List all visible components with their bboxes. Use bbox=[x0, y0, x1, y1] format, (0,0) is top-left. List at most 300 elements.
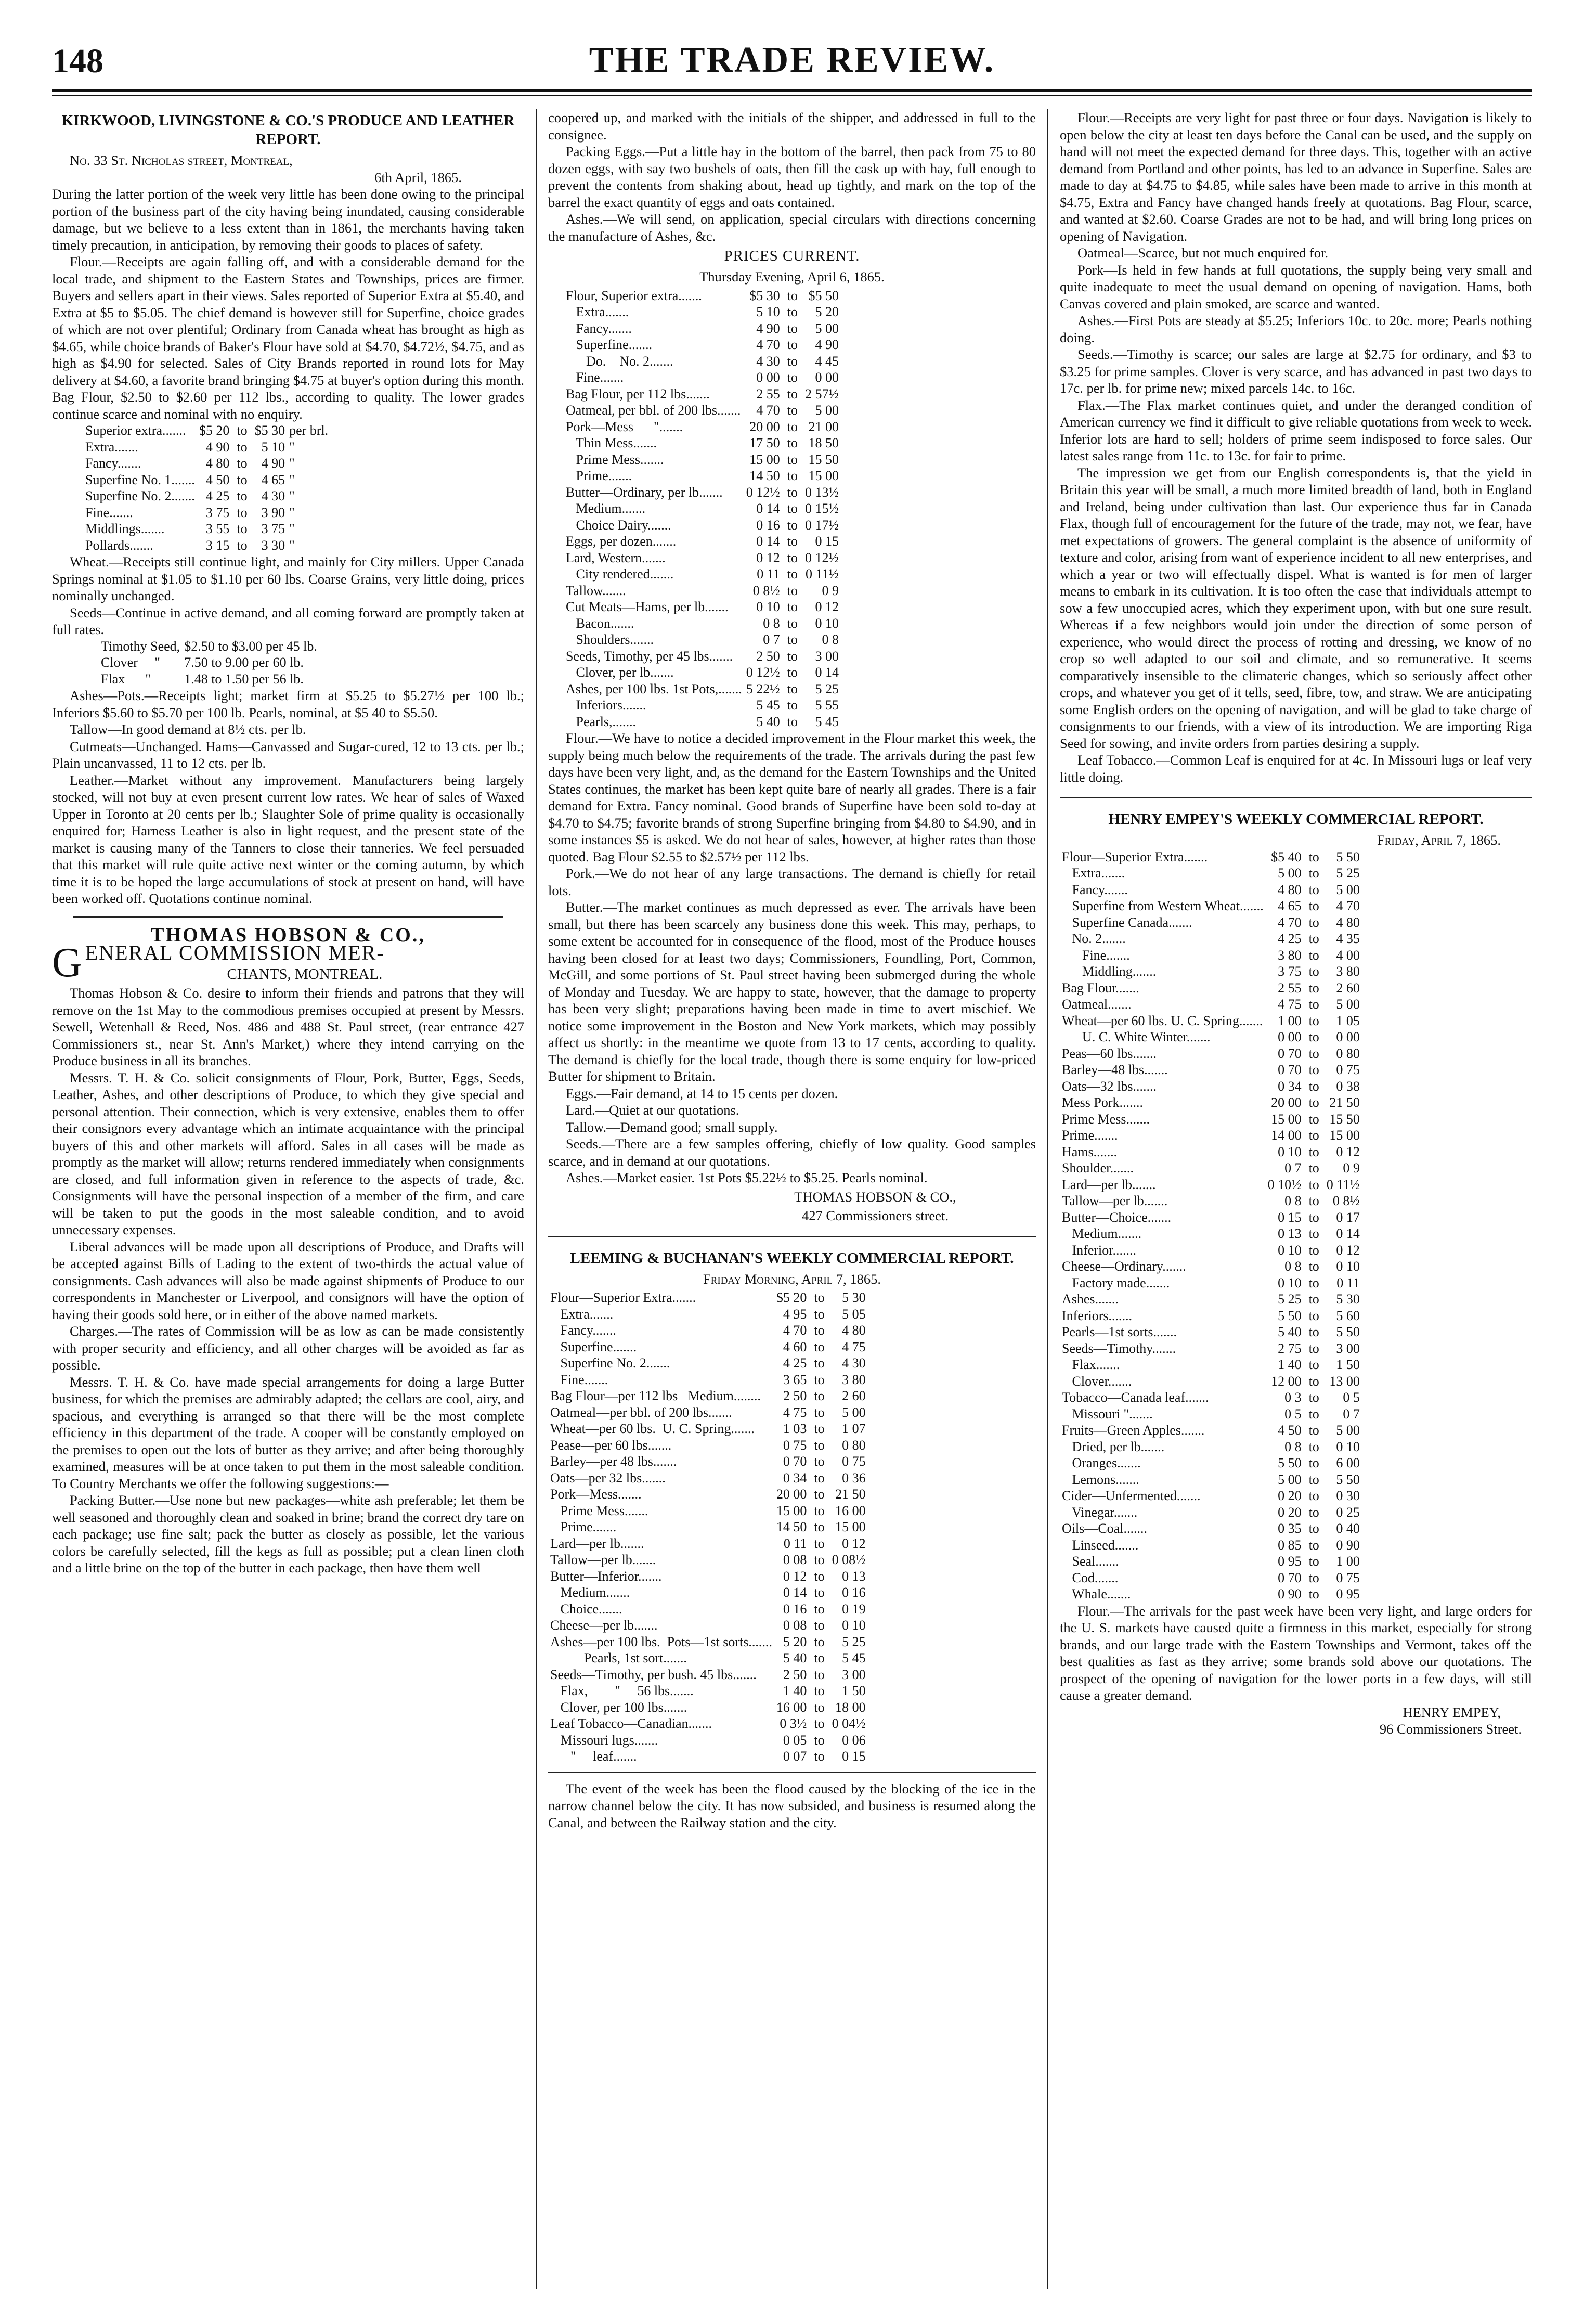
price-high: 1 00 bbox=[1336, 1554, 1360, 1569]
price-high: 0 17½ bbox=[804, 517, 839, 533]
hobson-flour: Flour.—We have to notice a decided improvement in the Flour market this week, the supply being much below the requirements of the trade. The arrivals during the past few days have been very light, and, as the demand for the Eastern Townships and the United States continues, the market has been kept quite bare of nearly all grades. There is a fair demand for Extra. Fancy nominal. Good brands of Superfine have been sold to-day at $4.70 to $4.75; favorite brands of strong Superfine bringing from $4.80 to $4.90, and in some instances $5 is asked. We do not hear of sales, however, at higher rates than those quoted. Bag Flour $2.55 to $2.57½ per 112 lbs. bbox=[548, 730, 1036, 864]
price-low: 4 25 bbox=[783, 1355, 807, 1371]
price-high: 5 50 bbox=[1336, 1471, 1360, 1487]
table-row bbox=[548, 1421, 868, 1437]
price-low: 1 03 bbox=[783, 1421, 807, 1436]
price-high: 0 10 bbox=[815, 615, 839, 631]
table-row bbox=[548, 1437, 868, 1454]
table-row bbox=[83, 455, 330, 472]
item-label: No. 2....... bbox=[1062, 931, 1126, 946]
price-low: 0 05 bbox=[783, 1732, 807, 1748]
price-high: 0 15 bbox=[842, 1749, 866, 1764]
price-separator: to bbox=[1308, 898, 1319, 913]
price-high: 0 13 bbox=[842, 1568, 866, 1584]
price-high: 1 50 bbox=[1336, 1357, 1360, 1372]
price-high: 0 75 bbox=[1336, 1570, 1360, 1585]
price-low: 0 12½ bbox=[746, 665, 780, 680]
price-low: 12 00 bbox=[1271, 1373, 1302, 1389]
price-separator: to bbox=[1308, 1324, 1319, 1339]
price-high: 15 00 bbox=[1329, 1128, 1360, 1143]
item-label: City rendered....... bbox=[566, 566, 674, 582]
item-label: Choice....... bbox=[550, 1601, 622, 1617]
price-low: 5 45 bbox=[756, 698, 780, 713]
table-row bbox=[1060, 1406, 1362, 1423]
price-high: 4 70 bbox=[1336, 898, 1360, 913]
item-label: Thin Mess....... bbox=[566, 435, 657, 450]
leeming-flour: Flour.—Receipts are very light for past three or four days. Navigation is likely to open below the city at least ten days before the Canal can be used, and the supply on hand will not meet the expected demand for three days. This, together with an active demand from Portland and other points, has led to an advance in Superfine. Sales are made to day at $4.75 to $4.85, while sales have been made to arrive in this month at $4.75, Extra and Fancy have changed hands freely at quotations. Bag Flour, scarce, and wanted at $2.60. Coarse Grades are not to be had, and will bring long prices on opening of Navigation. bbox=[1060, 110, 1532, 244]
price-low: 0 85 bbox=[1278, 1537, 1302, 1553]
table-row bbox=[1060, 1389, 1362, 1406]
price-high: 3 00 bbox=[842, 1667, 866, 1682]
price-separator: to bbox=[1308, 947, 1319, 963]
price-high: 5 10 bbox=[261, 439, 285, 455]
price-separator: to bbox=[237, 488, 248, 503]
price-separator: to bbox=[814, 1699, 825, 1715]
table-row bbox=[1060, 1537, 1362, 1554]
price-separator: to bbox=[1308, 1423, 1319, 1438]
price-high: 0 11½ bbox=[1326, 1177, 1360, 1192]
price-low: 4 30 bbox=[756, 353, 780, 369]
price-separator: to bbox=[787, 583, 798, 598]
price-high: $5 50 bbox=[808, 288, 839, 303]
table-row bbox=[83, 422, 330, 439]
empey-table bbox=[1060, 849, 1362, 1603]
table-row bbox=[1060, 1373, 1362, 1390]
price-low: 3 80 bbox=[1278, 947, 1302, 963]
price-high: 5 00 bbox=[1336, 997, 1360, 1012]
price-separator: to bbox=[814, 1585, 825, 1600]
price-high: 0 8 bbox=[822, 632, 839, 647]
hobson-signature-address: 427 Commissioners street. bbox=[802, 1208, 949, 1223]
price-low: 3 65 bbox=[783, 1372, 807, 1387]
price-low: 0 00 bbox=[1278, 1029, 1302, 1044]
price-separator: to bbox=[787, 403, 798, 418]
price-separator: to bbox=[237, 456, 248, 471]
price-unit: " bbox=[289, 472, 295, 487]
price-high: 0 5 bbox=[1343, 1390, 1360, 1405]
item-label: Prime Mess....... bbox=[566, 451, 664, 467]
item-label: Fancy....... bbox=[1062, 882, 1128, 897]
item-label: Factory made....... bbox=[1062, 1275, 1170, 1290]
leeming-date: Friday Morning, April 7, 1865. bbox=[703, 1271, 881, 1287]
price-high: 4 30 bbox=[261, 488, 285, 503]
item-label: Oatmeal....... bbox=[1062, 997, 1132, 1012]
price-high: 0 10 bbox=[842, 1618, 866, 1633]
price-low: 0 70 bbox=[783, 1454, 807, 1469]
table-row bbox=[1060, 1127, 1362, 1144]
price-low: 0 10 bbox=[756, 599, 780, 614]
price-high: 16 00 bbox=[835, 1503, 866, 1518]
price-high: 15 50 bbox=[808, 451, 839, 467]
price-high: 0 15½ bbox=[804, 501, 839, 516]
price-high: 5 55 bbox=[815, 698, 839, 713]
item-label: Linseed....... bbox=[1062, 1537, 1139, 1553]
price-separator: to bbox=[787, 665, 798, 680]
price-separator: to bbox=[787, 534, 798, 549]
table-row bbox=[1060, 1160, 1362, 1177]
price-low: 3 75 bbox=[205, 505, 230, 520]
table-row bbox=[564, 714, 841, 730]
price-low: 4 70 bbox=[783, 1323, 807, 1338]
price-low: 2 50 bbox=[756, 648, 780, 664]
item-label: Pork—Mess....... bbox=[550, 1487, 642, 1502]
price-low: 0 14 bbox=[756, 501, 780, 516]
table-row bbox=[548, 1715, 868, 1732]
table-row bbox=[1060, 1193, 1362, 1209]
item-label: Clover, per lb....... bbox=[566, 665, 674, 680]
price-low: 4 65 bbox=[1278, 898, 1302, 913]
price-low: 4 50 bbox=[1278, 1423, 1302, 1438]
table-row bbox=[564, 500, 841, 517]
table-row bbox=[564, 631, 841, 648]
price-low: 0 20 bbox=[1278, 1488, 1302, 1503]
leeming-flax-outlook: The impression we get from our English correspondents is, that the yield in Britain this year will be small, a much more limited breadth of land, both in England and Ireland, being under cultivation than last. Our experience thus far in Canada Flax, though full of encouragement for the future of the trade, may not, we fear, have met expectations of growers. The general complaint is the absence of uniformity of texture and color, arising from want of experience incident to all new enterprises, and which a year or two will effectually dispel. What is wanted is for men of larger means to embark in its cultivation. It is too often the case that individuals attempt to sow a few unoccupied acres, which they experiment upon, with but one sure result. Whereas if a few neighbors would join under the direction of some person of experience, who would direct the process of rotting and dressing, we know of no crop so well adapted to our soil and climate, and so remunerative. It seems comparatively insensible to the climateric changes, which so seriously affect other crops, and whatever you get of it tells, seed, fibre, tow, and straw. We are anticipating some English orders on the opening of navigation, and will be glad to take charge of consignments to our friends, with a view of its introduction. We are importing Riga Seed for sowing, and invite orders from parties desiring a supply. bbox=[1060, 464, 1532, 751]
table-row bbox=[548, 1322, 868, 1339]
table-row bbox=[564, 353, 841, 370]
item-label: Wheat—per 60 lbs. U. C. Spring....... bbox=[1062, 1013, 1263, 1028]
price-separator: to bbox=[814, 1618, 825, 1633]
table-row bbox=[1060, 882, 1362, 898]
price-separator: to bbox=[1308, 1209, 1319, 1225]
item-label: Tallow....... bbox=[566, 583, 626, 598]
table-row bbox=[83, 488, 330, 505]
prices-current-date: Thursday Evening, April 6, 1865. bbox=[699, 269, 885, 285]
item-label: Oatmeal—per bbl. of 200 lbs....... bbox=[550, 1404, 732, 1420]
price-separator: to bbox=[1308, 931, 1319, 946]
item-label: Oatmeal, per bbl. of 200 lbs....... bbox=[566, 403, 741, 418]
item-label: Tobacco—Canada leaf....... bbox=[1062, 1390, 1209, 1405]
price-low: 0 3 bbox=[1284, 1390, 1302, 1405]
price-low: 3 75 bbox=[1278, 964, 1302, 979]
item-label: Fine....... bbox=[566, 370, 624, 385]
table-row bbox=[564, 288, 841, 304]
item-label: Medium....... bbox=[1062, 1226, 1142, 1241]
price-low: 0 3½ bbox=[780, 1716, 807, 1731]
table-row bbox=[548, 1453, 868, 1470]
price-low: 5 00 bbox=[1278, 866, 1302, 881]
price-low: 1 40 bbox=[1278, 1357, 1302, 1372]
price-high: 0 14 bbox=[815, 665, 839, 680]
item-label: Missouri lugs....... bbox=[550, 1732, 658, 1748]
table-row bbox=[548, 1306, 868, 1323]
item-label: Medium....... bbox=[566, 501, 646, 516]
item-label: Superfine....... bbox=[566, 337, 653, 352]
item-label: Middling....... bbox=[1062, 964, 1157, 979]
item-label: Cheese—Ordinary....... bbox=[1062, 1259, 1186, 1274]
item-label: Hams....... bbox=[1062, 1144, 1118, 1159]
price-separator: to bbox=[1308, 1095, 1319, 1110]
price-low: 0 10 bbox=[1278, 1275, 1302, 1290]
table-row bbox=[548, 1617, 868, 1634]
price-low: 0 70 bbox=[1278, 1045, 1302, 1061]
price-high: 5 00 bbox=[1336, 1423, 1360, 1438]
price-separator: to bbox=[1308, 1292, 1319, 1307]
price-low: 5 22½ bbox=[746, 681, 780, 696]
price-high: 1 50 bbox=[842, 1683, 866, 1698]
kirkwood-address: No. 33 St. Nicholas street, Montreal, bbox=[70, 152, 293, 168]
price-high: 0 40 bbox=[1336, 1521, 1360, 1536]
price-high: 4 90 bbox=[261, 456, 285, 471]
price-unit: per brl. bbox=[289, 423, 329, 438]
price-low: 0 75 bbox=[783, 1437, 807, 1453]
table-row bbox=[1060, 980, 1362, 997]
price-high: 5 00 bbox=[815, 320, 839, 336]
price-high: 0 7 bbox=[1343, 1406, 1360, 1422]
price-high: 5 25 bbox=[1336, 866, 1360, 881]
price-low: 4 90 bbox=[756, 320, 780, 336]
price-high: 4 35 bbox=[1336, 931, 1360, 946]
table-row bbox=[1060, 1242, 1362, 1259]
price-high: 0 36 bbox=[842, 1470, 866, 1486]
price-high: 5 20 bbox=[815, 304, 839, 319]
price-separator: to bbox=[1308, 1471, 1319, 1487]
table-row bbox=[548, 1503, 868, 1519]
item-label: Oranges....... bbox=[1062, 1455, 1141, 1470]
kirkwood-report-title: KIRKWOOD, LIVINGSTONE & CO.'S PRODUCE AND LEATHER REPORT. bbox=[61, 112, 515, 148]
price-separator: to bbox=[1308, 964, 1319, 979]
price-separator: to bbox=[787, 484, 798, 500]
price-high: 0 9 bbox=[1343, 1160, 1360, 1176]
item-label: Prime....... bbox=[550, 1519, 617, 1534]
hobson-ashes: Ashes.—Market easier. 1st Pots $5.22½ to $5.25. Pearls nominal. bbox=[566, 1170, 928, 1185]
price-separator: to bbox=[1308, 1373, 1319, 1389]
table-row bbox=[564, 435, 841, 451]
price-high: 4 90 bbox=[815, 337, 839, 352]
price-separator: to bbox=[1308, 866, 1319, 881]
price-separator: to bbox=[1308, 1554, 1319, 1569]
item-label: Do. No. 2....... bbox=[566, 353, 673, 369]
item-label: Fine....... bbox=[1062, 947, 1130, 963]
empey-date: Friday, April 7, 1865. bbox=[1377, 832, 1501, 848]
price-low: 0 8 bbox=[763, 615, 780, 631]
price-separator: to bbox=[787, 681, 798, 696]
item-label: Fancy....... bbox=[566, 320, 632, 336]
price-high: 0 95 bbox=[1336, 1586, 1360, 1602]
price-separator: to bbox=[787, 304, 798, 319]
price-low: 0 14 bbox=[756, 534, 780, 549]
table-row bbox=[1060, 1225, 1362, 1242]
item-label: Bacon....... bbox=[566, 615, 634, 631]
item-label: Tallow—per lb....... bbox=[550, 1552, 656, 1567]
table-row bbox=[1060, 1045, 1362, 1062]
hobson-cont-2: Packing Eggs.—Put a little hay in the bottom of the barrel, then pack from 75 to 80 dozen eggs, with say two bushels of oats, then fill the cask up with hay, full enough to prevent the contents from shaking about, head up tightly, and mark on the top of the barrel the exact quantity of eggs and oats contained. bbox=[548, 144, 1036, 210]
kirkwood-flour: Flour.—Receipts are again falling off, and with a considerable demand for the local trade, and shipment to the Eastern States and Townships, prices are firmer. Buyers and sellers apart in their views. Sales reported of Superior Extra at $5.40, and Extra at $5 to $5.05. The chief demand is however still for Superfine, choice grades of which are not over plentiful; Ordinary from Canada wheat has brought as high as $4.65, while choice brands of Baker's Flour have sold at $4.70, $4.72½, $4.75, and as high as $4.90 for selected. Sales of City Brands reported in round lots for May delivery at $4.60, a favorite brand bringing $4.75 at buyer's option during this month. Bag Flour, $2.50 to $2.60 per 112 lbs., according to quality. The lower grades continue scarce and nominal with no enquiry. bbox=[52, 254, 524, 422]
item-label: Shoulders....... bbox=[566, 632, 654, 647]
table-row bbox=[1060, 1455, 1362, 1471]
table-row bbox=[548, 1535, 868, 1552]
divider bbox=[1060, 797, 1532, 798]
price-high: 0 12 bbox=[815, 599, 839, 614]
price-unit: " bbox=[289, 537, 295, 553]
price-low: 2 75 bbox=[1278, 1340, 1302, 1356]
price-separator: to bbox=[237, 439, 248, 455]
price-low: 0 12 bbox=[783, 1568, 807, 1584]
table-row bbox=[83, 505, 330, 521]
price-high: 3 00 bbox=[815, 648, 839, 664]
price-low: 5 50 bbox=[1278, 1308, 1302, 1323]
price-separator: to bbox=[237, 537, 248, 553]
price-separator: to bbox=[787, 370, 798, 385]
leeming-tobacco: Leaf Tobacco.—Common Leaf is enquired for at 4c. In Missouri lugs or leaf very little doing. bbox=[1060, 752, 1532, 785]
divider bbox=[548, 1236, 1036, 1237]
price-separator: to bbox=[1308, 997, 1319, 1012]
price-high: 2 60 bbox=[1336, 980, 1360, 996]
price-low: 0 11 bbox=[783, 1535, 807, 1551]
table-row bbox=[83, 537, 330, 554]
table-row bbox=[564, 468, 841, 484]
price-low: 5 50 bbox=[1278, 1455, 1302, 1470]
table-row bbox=[564, 304, 841, 320]
price-separator: to bbox=[814, 1421, 825, 1436]
price-high: 5 25 bbox=[842, 1634, 866, 1649]
table-row bbox=[83, 521, 330, 537]
item-label: Seeds—Timothy....... bbox=[1062, 1340, 1176, 1356]
price-high: 0 75 bbox=[842, 1454, 866, 1469]
price-low: 0 15 bbox=[1278, 1209, 1302, 1225]
table-row bbox=[1060, 1504, 1362, 1521]
divider bbox=[73, 916, 503, 918]
price-high: 0 04½ bbox=[832, 1716, 866, 1731]
hobson-heading-line2: CHANTS, MONTREAL. bbox=[227, 965, 383, 983]
item-label: Barley—per 48 lbs....... bbox=[550, 1454, 677, 1469]
price-low: 1 00 bbox=[1278, 1013, 1302, 1028]
hobson-p4: Charges.—The rates of Commission will be as low as can be made consistently with proper security and efficiency, and all other charges will be avoided as far as possible. bbox=[52, 1323, 524, 1373]
item-label: Flour, Superior extra....... bbox=[566, 288, 702, 303]
hobson-heading bbox=[52, 940, 524, 986]
table-row bbox=[1060, 1488, 1362, 1504]
price-high: 0 11 bbox=[1336, 1275, 1360, 1290]
table-row bbox=[1060, 1439, 1362, 1455]
price-high: 0 13½ bbox=[804, 484, 839, 500]
table-row bbox=[548, 1355, 868, 1372]
table-row bbox=[548, 1699, 868, 1716]
price-high: 4 75 bbox=[842, 1339, 866, 1354]
table-row bbox=[564, 550, 841, 566]
price-low: 5 40 bbox=[1278, 1324, 1302, 1339]
price-high: 4 00 bbox=[1336, 947, 1360, 963]
column-1 bbox=[52, 109, 536, 2289]
table-row bbox=[548, 1732, 868, 1749]
table-row bbox=[1060, 931, 1362, 947]
item-label: Extra....... bbox=[85, 439, 138, 455]
price-separator: to bbox=[1308, 914, 1319, 930]
price-low: 14 00 bbox=[1271, 1128, 1302, 1143]
item-label: Bag Flour—per 112 lbs Medium........ bbox=[550, 1388, 761, 1403]
price-high: 5 00 bbox=[815, 403, 839, 418]
price-high: 2 57½ bbox=[804, 386, 839, 402]
price-low: 0 14 bbox=[783, 1585, 807, 1600]
table-row bbox=[548, 1388, 868, 1404]
item-label: Ashes....... bbox=[1062, 1292, 1119, 1307]
price-separator: to bbox=[1308, 1504, 1319, 1520]
item-label: Pearls,....... bbox=[566, 714, 637, 729]
price-low: 20 00 bbox=[749, 419, 780, 434]
item-label: Bag Flour....... bbox=[1062, 980, 1139, 996]
price-low: 5 40 bbox=[756, 714, 780, 729]
item-label: Cider—Unfermented....... bbox=[1062, 1488, 1201, 1503]
price-low: 0 95 bbox=[1278, 1554, 1302, 1569]
kirkwood-date: 6th April, 1865. bbox=[374, 169, 462, 185]
table-row bbox=[1060, 1586, 1362, 1603]
price-high: 0 15 bbox=[815, 534, 839, 549]
kirkwood-ashes: Ashes—Pots.—Receipts light; market firm at $5.25 to $5.27½ per 100 lb.; Inferiors $5.60 to $5.70 per 100 lb. Pearls, nominal, at $5 40 to $5.50. bbox=[52, 688, 524, 720]
hobson-p5: Messrs. T. H. & Co. have made special arrangements for doing a large Butter business, for which the premises are admirably adapted; the cellars are cool, airy, and spacious, and everything is arranged so that there will be the most complete efficiency in this department of the trade. A cooper will be constantly employed on the premises to open out the lots of butter as they arrive; and after being thoroughly examined, measures will be at once taken to put them in the most saleable condition. To Country Merchants we offer the following suggestions:— bbox=[52, 1374, 524, 1491]
item-label: Leaf Tobacco—Canadian....... bbox=[550, 1716, 712, 1731]
price-low: 5 00 bbox=[1278, 1471, 1302, 1487]
price-separator: to bbox=[1308, 1406, 1319, 1422]
item-label: Superfine....... bbox=[550, 1339, 637, 1354]
price-high: 5 30 bbox=[842, 1290, 866, 1305]
price-low: 0 7 bbox=[1284, 1160, 1302, 1176]
table-row bbox=[548, 1584, 868, 1601]
price-separator: to bbox=[787, 550, 798, 565]
item-label: Clover " bbox=[101, 655, 160, 670]
price-low: 0 00 bbox=[756, 370, 780, 385]
price-separator: to bbox=[787, 386, 798, 402]
item-label: Prime....... bbox=[1062, 1128, 1118, 1143]
table-row bbox=[1060, 1013, 1362, 1029]
columns bbox=[52, 109, 1532, 2289]
price-high: 5 05 bbox=[842, 1306, 866, 1322]
price-high: 5 45 bbox=[815, 714, 839, 729]
table-row bbox=[548, 1601, 868, 1618]
price-separator: to bbox=[1308, 1455, 1319, 1470]
item-label: Seeds—Timothy, per bush. 45 lbs....... bbox=[550, 1667, 757, 1682]
price-high: 0 06 bbox=[842, 1732, 866, 1748]
table-row bbox=[564, 484, 841, 501]
item-label: Inferior....... bbox=[1062, 1242, 1136, 1258]
table-row bbox=[548, 1372, 868, 1388]
price-separator: to bbox=[1308, 1226, 1319, 1241]
price-low: 0 35 bbox=[1278, 1521, 1302, 1536]
price-separator: to bbox=[787, 632, 798, 647]
table-row bbox=[1060, 1094, 1362, 1111]
column-2 bbox=[536, 109, 1048, 2289]
price-unit: " bbox=[289, 456, 295, 471]
hobson-cont-1: coopered up, and marked with the initials of the shipper, and addressed in full to the consignee. bbox=[548, 110, 1036, 143]
price-separator: to bbox=[1308, 1439, 1319, 1454]
price-low: 0 7 bbox=[763, 632, 780, 647]
item-label: Pollards....... bbox=[85, 537, 153, 553]
price-separator: to bbox=[787, 435, 798, 450]
table-row bbox=[564, 337, 841, 353]
price-low: $5 40 bbox=[1271, 849, 1302, 864]
empey-flour: Flour.—The arrivals for the past week have been very light, and large orders for the U. S. markets have caused quite a firmness in this market, especially for strong brands, and our large trade with the Eastern Townships and Vermont, takes off the best qualities as fast as they arrive; some brands sold above our quotations. The prospect of the opening of navigation for the lower ports in a few days, will still cause a greater demand. bbox=[1060, 1603, 1532, 1703]
item-label: Shoulder....... bbox=[1062, 1160, 1134, 1176]
price-separator: to bbox=[787, 648, 798, 664]
price-low: 14 50 bbox=[776, 1519, 807, 1534]
table-row bbox=[99, 671, 319, 688]
price-separator: to bbox=[814, 1568, 825, 1584]
item-label: Superfine No. 2....... bbox=[550, 1355, 670, 1371]
price-separator: to bbox=[814, 1388, 825, 1403]
leeming-seeds: Seeds.—Timothy is scarce; our sales are large at $2.75 for ordinary, and $3 to $3.25 for prime samples. Clover is very scarce, and has advanced in past two days to 17c. per lb. for prime new; mixed parcels 14c. to 16c. bbox=[1060, 346, 1532, 396]
table-row bbox=[1060, 1570, 1362, 1586]
price-separator: to bbox=[787, 714, 798, 729]
price-low: 4 90 bbox=[205, 439, 230, 455]
table-row bbox=[1060, 947, 1362, 964]
price-low: $5 20 bbox=[776, 1290, 807, 1305]
table-row bbox=[564, 320, 841, 337]
item-value: 1.48 to 1.50 per 56 lb. bbox=[184, 671, 304, 687]
price-separator: to bbox=[787, 320, 798, 336]
item-label: Vinegar....... bbox=[1062, 1504, 1138, 1520]
price-separator: to bbox=[1308, 980, 1319, 996]
price-separator: to bbox=[1308, 1570, 1319, 1585]
price-separator: to bbox=[1308, 1340, 1319, 1356]
price-low: 0 10½ bbox=[1267, 1177, 1302, 1192]
price-high: 15 50 bbox=[1329, 1111, 1360, 1127]
